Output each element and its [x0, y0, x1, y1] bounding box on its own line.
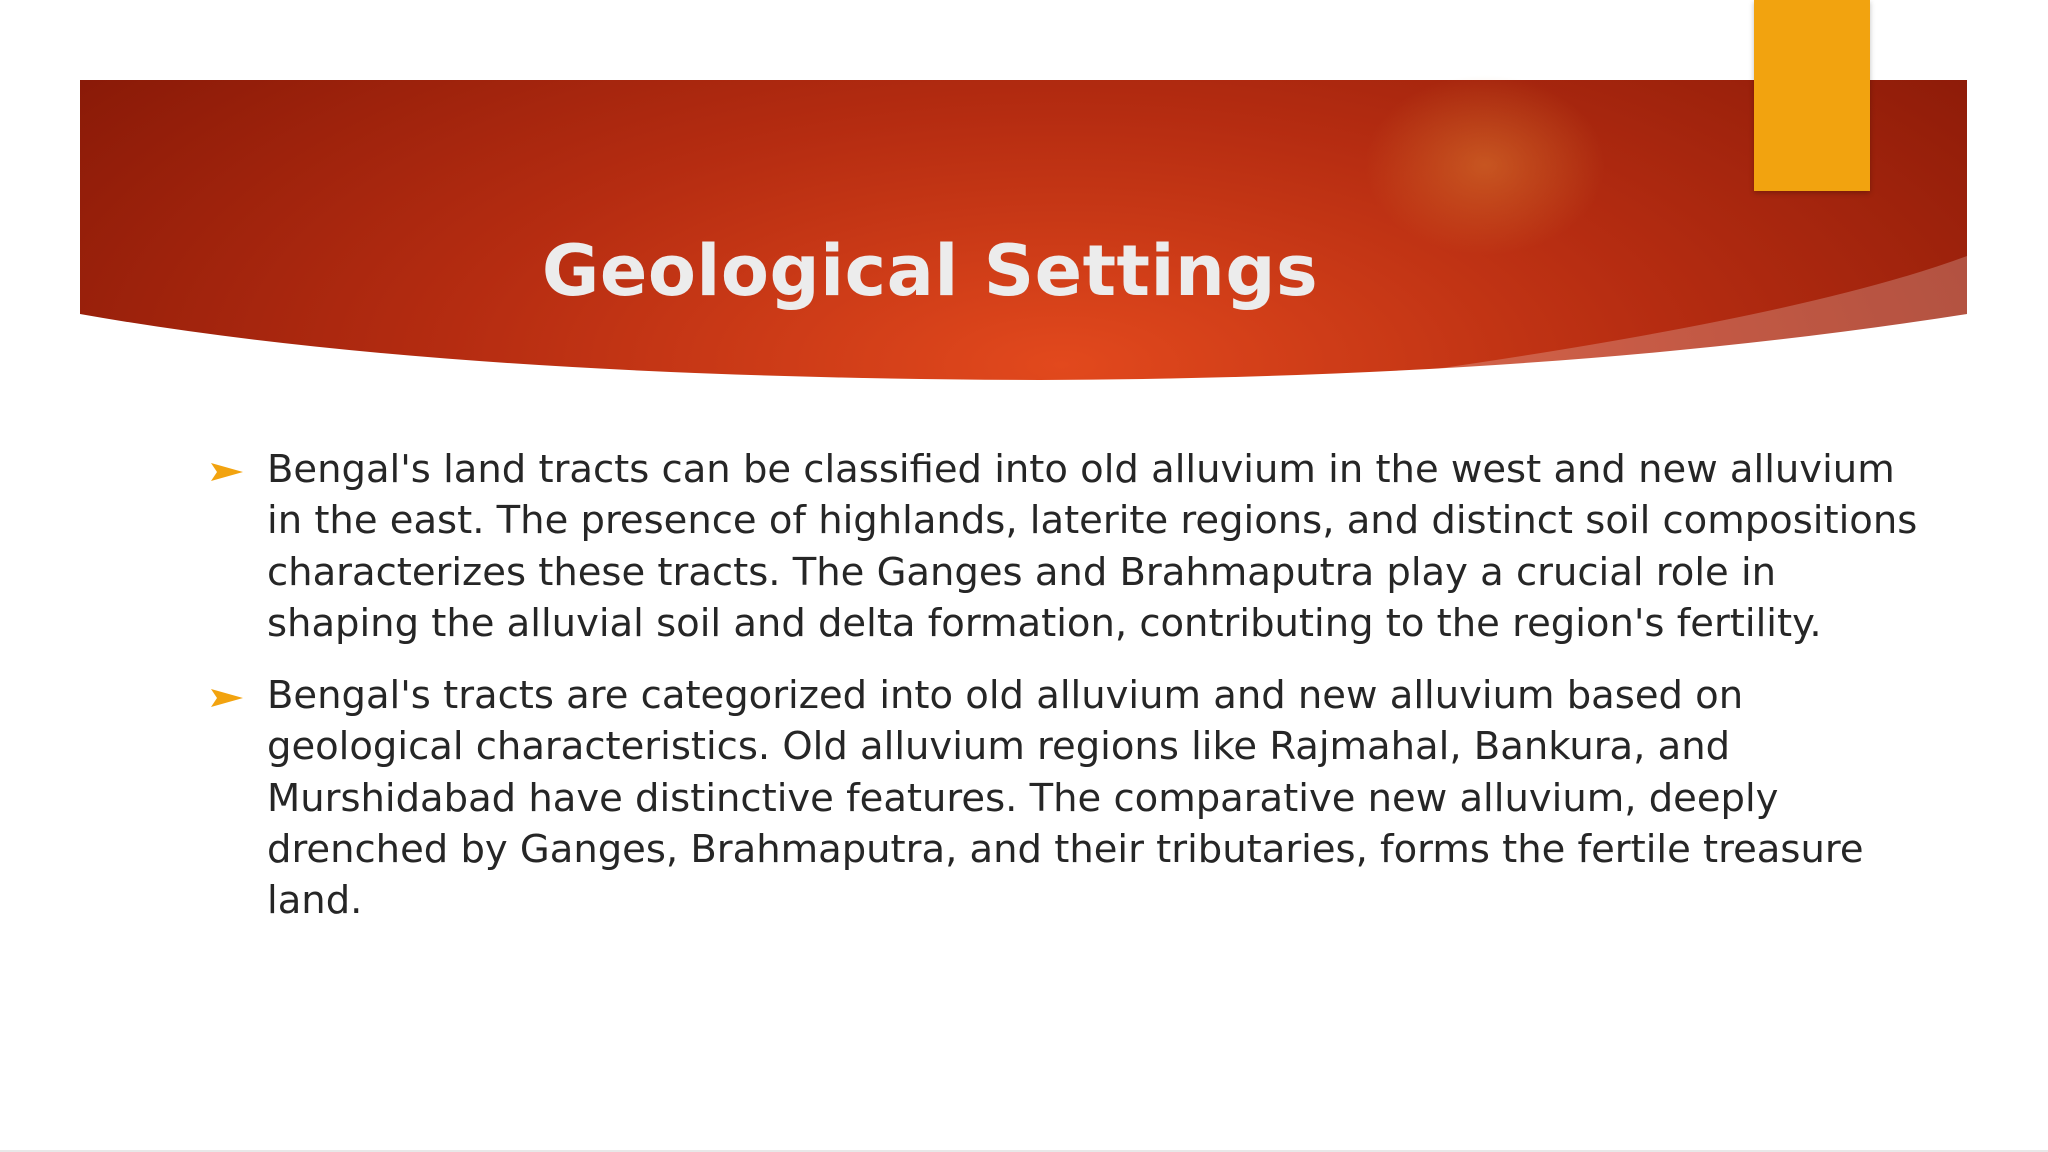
triangle-arrow-icon — [210, 461, 244, 483]
title-banner — [0, 0, 2048, 400]
bullet-text: Bengal's land tracts can be classified into old alluvium in the west and new alluvium in the east. The presence of highlands, laterite regions, and distinct soil compositions characterizes these tracts. The Ganges and Brahmaputra play a crucial role in shaping the alluvial soil and delta formation, contributing to the region's fertility. — [267, 447, 1918, 646]
bullet-list — [205, 444, 1925, 948]
bullet-text: Bengal's tracts are categorized into old alluvium and new alluvium based on geological characteristics. Old alluvium regions like Rajmahal, Bankura, and Murshidabad have distinctive features. The comparative new alluvium, deeply drenched by Ganges, Brahmaputra, and their tributaries, forms the fertile treasure land. — [267, 673, 1864, 924]
triangle-arrow-icon — [210, 687, 244, 709]
slide-title: Geological Settings — [541, 229, 1319, 312]
accent-tab — [1754, 0, 1870, 191]
bullet-item-1 — [205, 444, 1925, 649]
bullet-item-2 — [205, 670, 1925, 926]
